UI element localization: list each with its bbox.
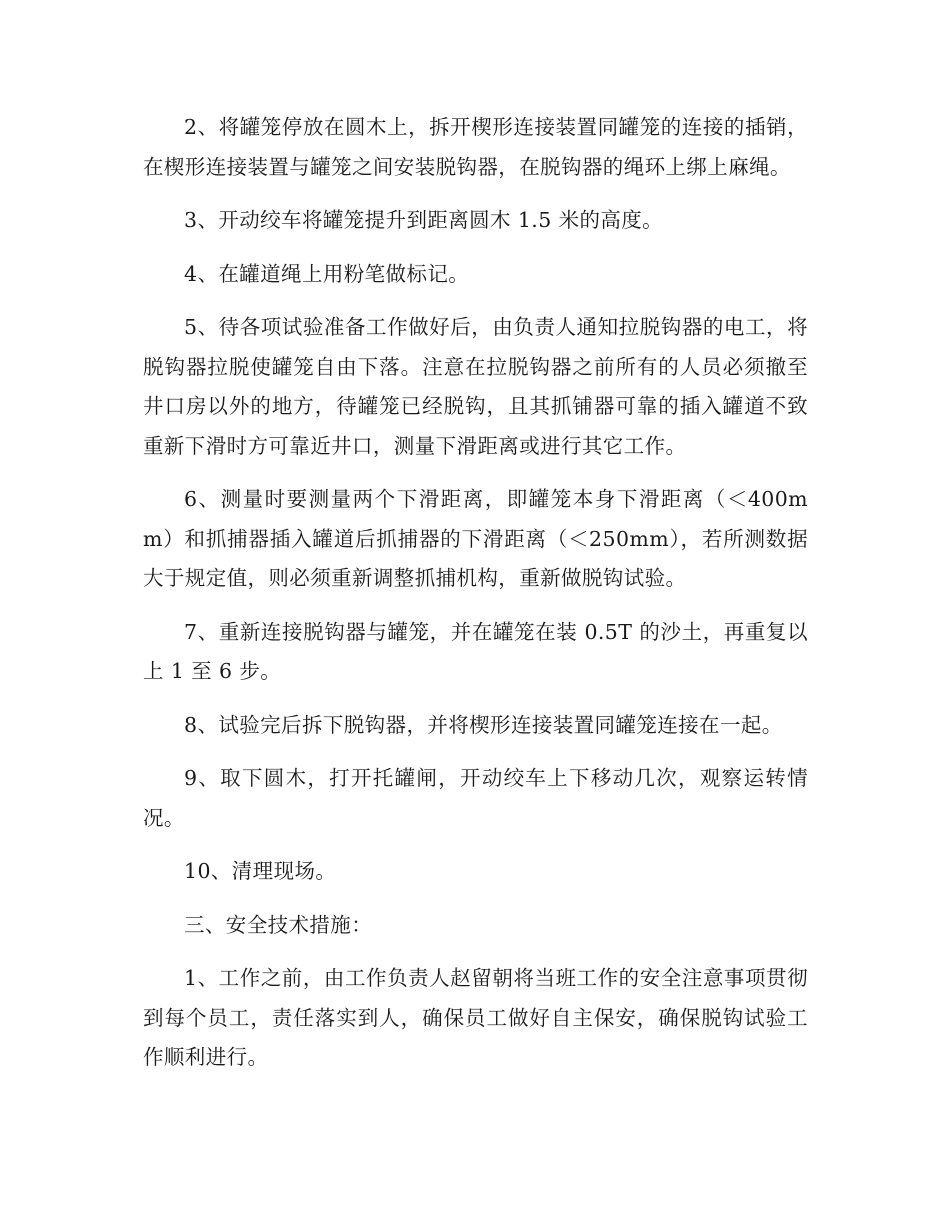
paragraph-safety-1: 1、工作之前，由工作负责人赵留朝将当班工作的安全注意事项贯彻到每个员工，责任落实到人，确保员工做好自主保安，确保脱钩试验工作顺利进行。 — [143, 966, 808, 1069]
paragraph-step-10: 10、清理现场。 — [184, 859, 337, 883]
section-heading-safety-measures: 三、安全技术措施： — [184, 912, 373, 937]
paragraph-step-9: 9、取下圆木，打开托罐闸，开动绞车上下移动几次，观察运转情况。 — [143, 766, 808, 830]
paragraph-step-7: 7、重新连接脱钩器与罐笼，并在罐笼在装 0.5T 的沙土，再重复以上 1 至 6 步。 — [143, 619, 808, 683]
document-body — [143, 108, 808, 1092]
paragraph-step-4: 4、在罐道绳上用粉笔做标记。 — [184, 261, 470, 286]
paragraph-step-2: 2、将罐笼停放在圆木上，拆开楔形连接装置同罐笼的连接的插销，在楔形连接装置与罐笼之间安装脱钩器，在脱钩器的绳环上绑上麻绳。 — [143, 115, 808, 179]
paragraph-step-8: 8、试验完后拆下脱钩器，并将楔形连接装置同罐笼连接在一起。 — [184, 712, 783, 737]
paragraph-step-3: 3、开动绞车将罐笼提升到距离圆木 1.5 米的高度。 — [184, 208, 664, 232]
paragraph-step-6: 6、测量时要测量两个下滑距离，即罐笼本身下滑距离（＜400mm）和抓捕器插入罐道后抓捕器的下滑距离（＜250mm），若所测数据大于规定值，则必须重新调整抓捕机构，重新做脱钩试验。 — [143, 487, 808, 590]
paragraph-step-5: 5、待各项试验准备工作做好后，由负责人通知拉脱钩器的电工，将脱钩器拉脱使罐笼自由下落。注意在拉脱钩器之前所有的人员必须撤至井口房以外的地方，待罐笼已经脱钩，且其抓铺器可靠的插入罐道不致重新下滑时方可靠近井口，测量下滑距离或进行其它工作。 — [143, 315, 808, 458]
